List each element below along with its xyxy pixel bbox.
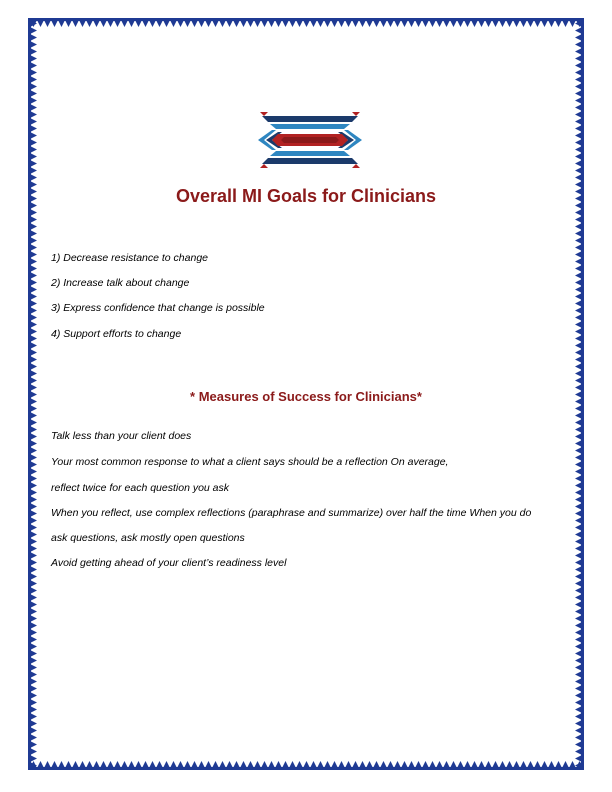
border-top-teeth: [30, 20, 583, 27]
goal-item: 2) Increase talk about change: [51, 277, 190, 289]
measure-line: Talk less than your client does: [51, 430, 192, 442]
page-title: Overall MI Goals for Clinicians: [175, 186, 437, 206]
measure-line: reflect twice for each question you ask: [51, 482, 230, 494]
section-subtitle: * Measures of Success for Clinicians*: [190, 389, 422, 404]
goal-item: 3) Express confidence that change is possible: [51, 302, 265, 314]
measure-line: When you reflect, use complex reflections (paraphrase and summarize) over half the time When you do: [51, 507, 532, 519]
border-bottom-teeth: [30, 761, 583, 768]
goal-item: 1) Decrease resistance to change: [51, 252, 209, 264]
goal-item: 4) Support efforts to change: [51, 328, 182, 340]
measure-line: Avoid getting ahead of your client’s readiness level: [51, 557, 287, 569]
measure-line: ask questions, ask mostly open questions: [51, 532, 245, 544]
southwestern-pattern-logo: [256, 112, 364, 168]
measure-line: Your most common response to what a client says should be a reflection On average,: [51, 456, 449, 468]
